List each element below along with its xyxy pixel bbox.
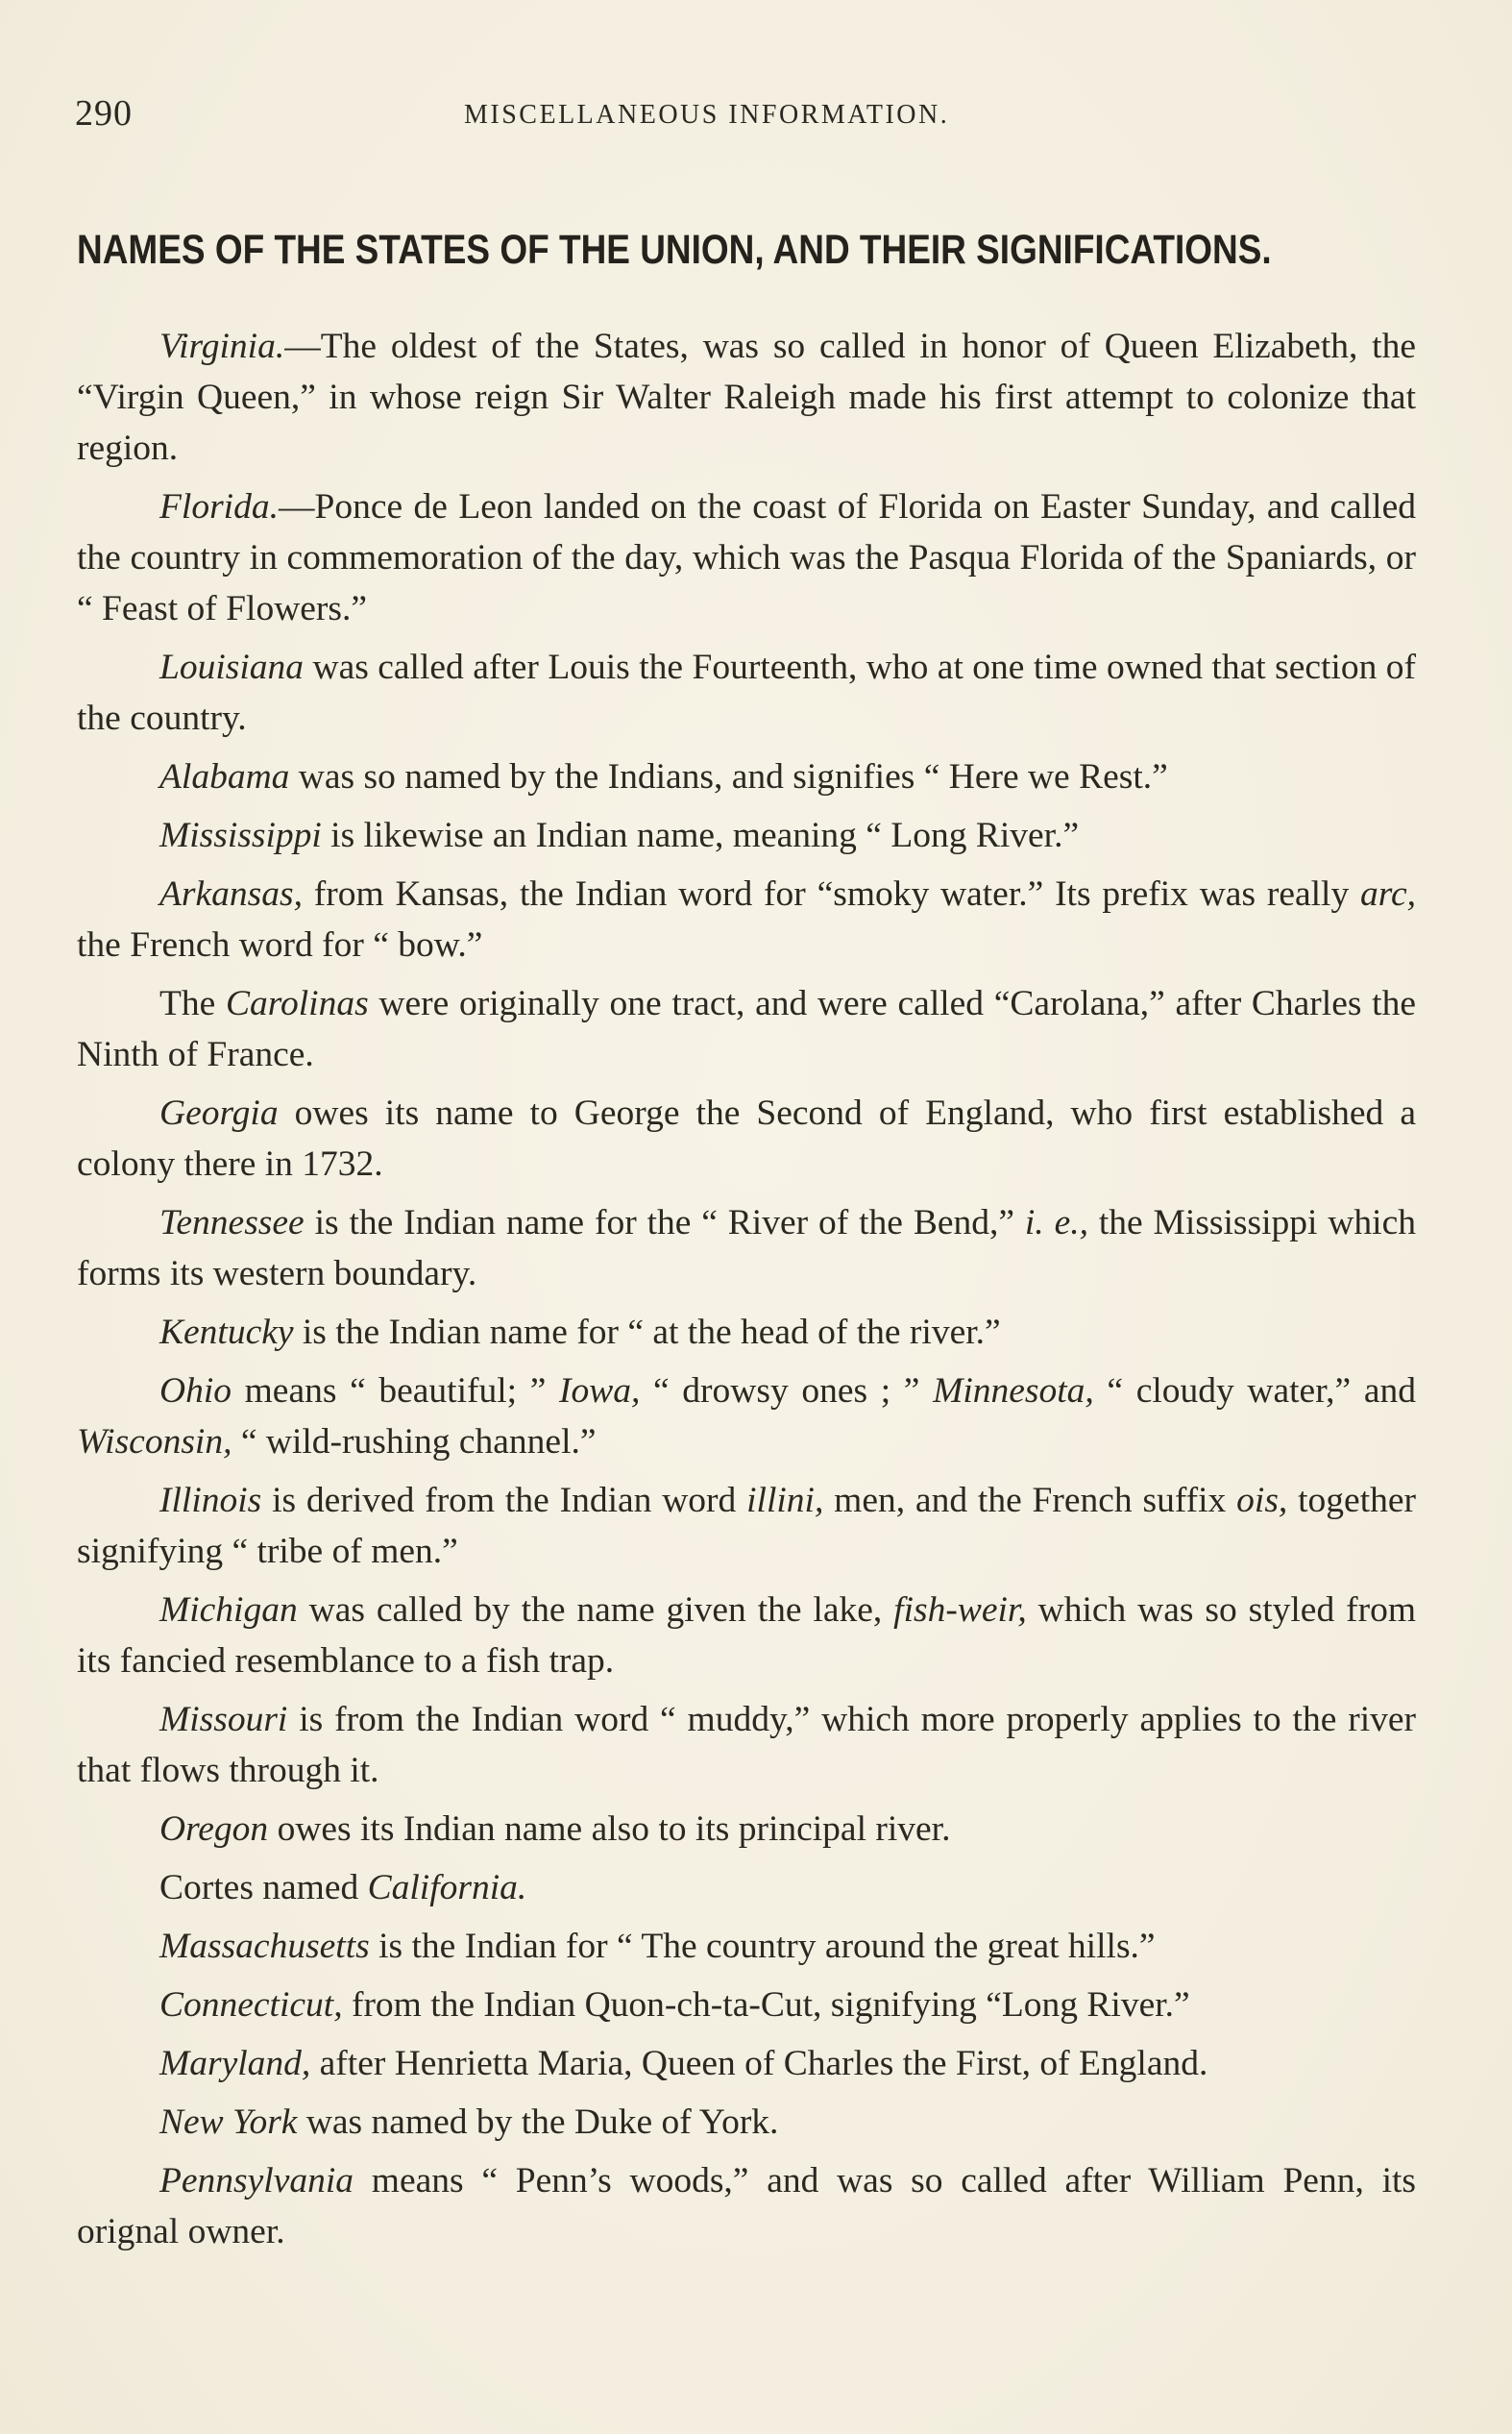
paragraph-alabama: Alabama was so named by the Indians, and signifies “ Here we Rest.” — [159, 757, 1168, 797]
paragraph-michigan: Michigan was called by the name given the lake, fish-weir, which was so styled from its fancied resemblance to a fish trap. — [77, 1590, 1416, 1681]
running-title: MISCELLANEOUS INFORMATION. — [464, 100, 950, 130]
paragraph-oregon: Oregon owes its Indian name also to its principal river. — [159, 1809, 951, 1849]
page-number: 290 — [75, 93, 133, 134]
paragraph-illinois: Illinois is derived from the Indian word illini, men, and the French suffix ois, together signifying “ tribe of men.” — [77, 1481, 1416, 1571]
paragraph-connecticut: Connecticut, from the Indian Quon-ch-ta-Cut, signifying “Long River.” — [159, 1985, 1190, 2025]
paragraph-arkansas: Arkansas, from Kansas, the Indian word for “smoky water.” Its prefix was really arc, the French word for “ bow.” — [77, 874, 1416, 965]
paragraph-maryland: Maryland, after Henrietta Maria, Queen of Charles the First, of England. — [159, 2044, 1208, 2083]
paragraph-mississippi: Mississippi is likewise an Indian name, meaning “ Long River.” — [159, 816, 1080, 855]
paragraph-missouri: Missouri is from the Indian word “ muddy,” which more properly applies to the river that flows through it. — [77, 1700, 1416, 1790]
running-head — [75, 92, 1420, 140]
paragraph-california: Cortes named California. — [159, 1868, 527, 1907]
paragraph-carolinas: The Carolinas were originally one tract, and were called “Carolana,” after Charles the Ninth of France. — [77, 984, 1416, 1074]
paragraph-virginia: Virginia.—The oldest of the States, was so called in honor of Queen Elizabeth, the “Virgin Queen,” in whose reign Sir Walter Raleigh made his first attempt to colonize that region. — [77, 327, 1416, 468]
paragraph-georgia: Georgia owes its name to George the Second of England, who first established a colony there in 1732. — [77, 1094, 1416, 1184]
paragraph-ohio: Ohio means “ beautiful; ” Iowa, “ drowsy ones ; ” Minnesota, “ cloudy water,” and Wisconsin, “ wild-rushing channel.” — [77, 1371, 1416, 1462]
paragraph-massachusetts: Massachusetts is the Indian for “ The country around the great hills.” — [159, 1927, 1156, 1966]
paragraph-kentucky: Kentucky is the Indian name for “ at the head of the river.” — [159, 1313, 1001, 1352]
section-heading: NAMES OF THE STATES OF THE UNION, AND THEIR SIGNIFICATIONS. — [77, 227, 1272, 273]
paragraph-tennessee: Tennessee is the Indian name for the “ River of the Bend,” i. e., the Mississippi which forms its western boundary. — [77, 1203, 1416, 1293]
paragraph-louisiana: Louisiana was called after Louis the Fourteenth, who at one time owned that section of the country. — [77, 648, 1416, 738]
paragraph-florida: Florida.—Ponce de Leon landed on the coast of Florida on Easter Sunday, and called the country in commemoration of the day, which was the Pasqua Florida of the Spaniards, or “ Feast of Flowers.” — [77, 487, 1416, 628]
paragraph-new-york: New York was named by the Duke of York. — [159, 2102, 779, 2142]
body-text — [77, 321, 1416, 2265]
paragraph-pennsylvania: Pennsylvania means “ Penn’s woods,” and was so called after William Penn, its orignal owner. — [77, 2161, 1416, 2251]
